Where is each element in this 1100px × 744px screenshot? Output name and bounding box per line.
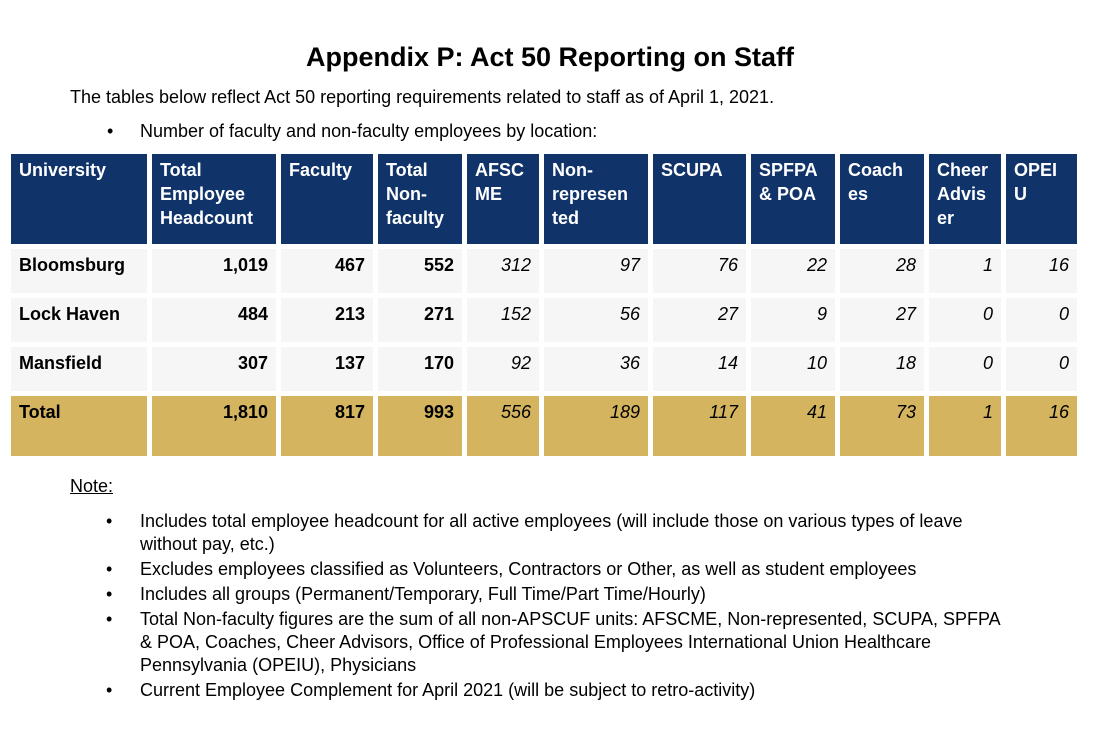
cell-non-represented: 189 <box>544 396 648 456</box>
cell-scupa: 117 <box>653 396 746 456</box>
cell-university: Total <box>11 396 147 456</box>
header-total-headcount: Total Employee Headcount <box>152 154 276 244</box>
cell-total-non-faculty: 552 <box>378 249 462 293</box>
header-spfpa-poa: SPFPA & POA <box>751 154 835 244</box>
cell-cheer-adviser: 0 <box>929 347 1001 391</box>
cell-total-headcount: 484 <box>152 298 276 342</box>
header-cheer-adviser: Cheer Advis er <box>929 154 1001 244</box>
cell-opeiu: 0 <box>1006 298 1077 342</box>
page-title: Appendix P: Act 50 Reporting on Staff <box>305 42 795 72</box>
cell-university: Mansfield <box>11 347 147 391</box>
table-intro-text: Number of faculty and non-faculty employees by location: <box>140 121 598 141</box>
cell-afscme: 556 <box>467 396 539 456</box>
cell-scupa: 14 <box>653 347 746 391</box>
header-non-represented: Non-represen ted <box>544 154 648 244</box>
header-university: University <box>11 154 147 244</box>
note-item: • Excludes employees classified as Volunteers, Contractors or Other, as well as student employees <box>140 558 1000 581</box>
cell-spfpa-poa: 22 <box>751 249 835 293</box>
cell-faculty: 817 <box>281 396 373 456</box>
header-total-non-faculty: Total Non-faculty <box>378 154 462 244</box>
note-item: • Total Non-faculty figures are the sum of all non-APSCUF units: AFSCME, Non-represented, SCUPA, SPFPA & POA, Coaches, Cheer Advisors, Office of Professional Employees International Union Healthcare Pennsylvania (OPEIU), Physicians <box>140 608 1000 677</box>
cell-spfpa-poa: 10 <box>751 347 835 391</box>
intro-text: The tables below reflect Act 50 reporting requirements related to staff as of April 1, 2021. <box>70 87 775 107</box>
cell-afscme: 152 <box>467 298 539 342</box>
cell-scupa: 27 <box>653 298 746 342</box>
note-item: • Includes all groups (Permanent/Temporary, Full Time/Part Time/Hourly) <box>140 583 1000 606</box>
cell-opeiu: 16 <box>1006 396 1077 456</box>
cell-opeiu: 16 <box>1006 249 1077 293</box>
header-opeiu: OPEI U <box>1006 154 1077 244</box>
cell-scupa: 76 <box>653 249 746 293</box>
cell-total-non-faculty: 170 <box>378 347 462 391</box>
cell-university: Bloomsburg <box>11 249 147 293</box>
cell-faculty: 137 <box>281 347 373 391</box>
table-header-row <box>11 154 1077 244</box>
cell-cheer-adviser: 1 <box>929 249 1001 293</box>
cell-coaches: 27 <box>840 298 924 342</box>
header-faculty: Faculty <box>281 154 373 244</box>
cell-spfpa-poa: 41 <box>751 396 835 456</box>
note-item: • Current Employee Complement for April 2021 (will be subject to retro-activity) <box>140 679 1000 702</box>
cell-cheer-adviser: 1 <box>929 396 1001 456</box>
cell-coaches: 28 <box>840 249 924 293</box>
table-row <box>11 249 1077 293</box>
note-label: Note: <box>70 476 114 496</box>
cell-coaches: 73 <box>840 396 924 456</box>
cell-non-represented: 97 <box>544 249 648 293</box>
table-intro-bullet <box>107 121 597 142</box>
cell-non-represented: 56 <box>544 298 648 342</box>
cell-non-represented: 36 <box>544 347 648 391</box>
cell-spfpa-poa: 9 <box>751 298 835 342</box>
cell-cheer-adviser: 0 <box>929 298 1001 342</box>
staff-table <box>6 149 1082 461</box>
cell-total-headcount: 307 <box>152 347 276 391</box>
bullet-icon: • <box>107 121 114 141</box>
header-coaches: Coach es <box>840 154 924 244</box>
cell-afscme: 92 <box>467 347 539 391</box>
cell-coaches: 18 <box>840 347 924 391</box>
table-row <box>11 347 1077 391</box>
note-item: • Includes total employee headcount for all active employees (will include those on various types of leave without pay, etc.) <box>140 510 1000 556</box>
cell-university: Lock Haven <box>11 298 147 342</box>
cell-faculty: 213 <box>281 298 373 342</box>
cell-total-non-faculty: 993 <box>378 396 462 456</box>
table-total-row <box>11 396 1077 456</box>
header-scupa: SCUPA <box>653 154 746 244</box>
cell-total-headcount: 1,019 <box>152 249 276 293</box>
cell-faculty: 467 <box>281 249 373 293</box>
header-afscme: AFSC ME <box>467 154 539 244</box>
cell-total-non-faculty: 271 <box>378 298 462 342</box>
cell-total-headcount: 1,810 <box>152 396 276 456</box>
cell-opeiu: 0 <box>1006 347 1077 391</box>
cell-afscme: 312 <box>467 249 539 293</box>
notes-list <box>140 510 1000 704</box>
table-row <box>11 298 1077 342</box>
